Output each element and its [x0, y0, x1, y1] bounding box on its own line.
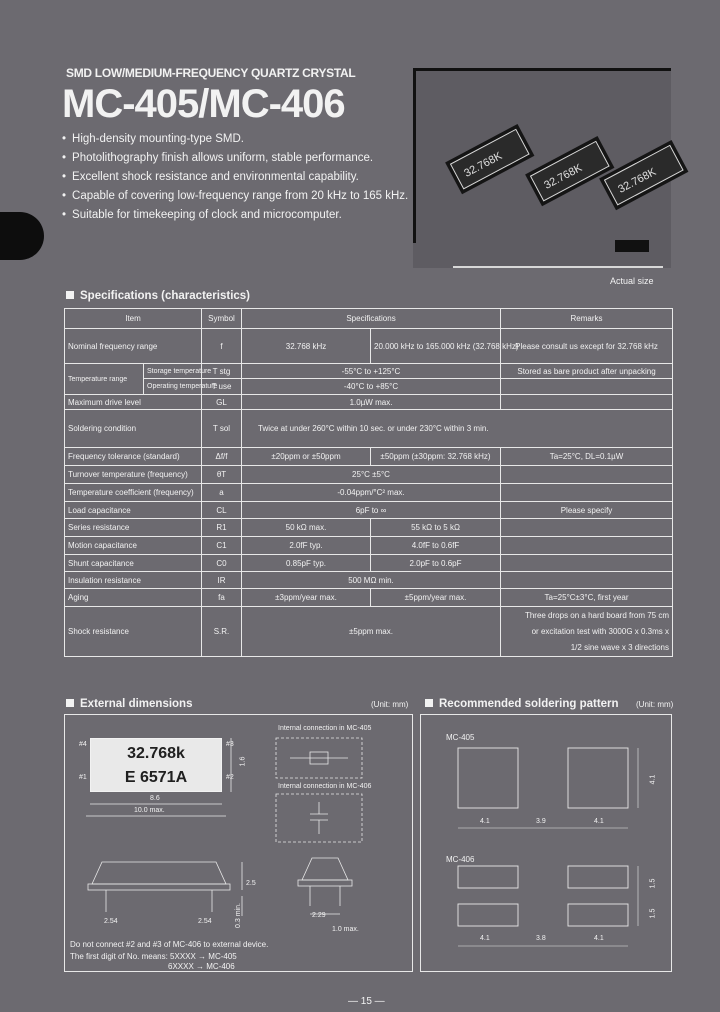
column-header-remarks: Remarks: [501, 309, 673, 329]
note-line: 6XXXX → MC-406: [168, 962, 235, 971]
feature-item: • Photolithography finish allows uniform, stable performance.: [62, 149, 408, 168]
row-item: Motion capacitance: [65, 537, 202, 555]
row-symbol: GL: [202, 395, 242, 410]
column-header-item: Item: [65, 309, 202, 329]
note-line: The first digit of No. means: 5XXXX → MC-405: [70, 952, 237, 961]
page-number: — 15 —: [348, 996, 385, 1007]
row-item: Frequency tolerance (standard): [65, 448, 202, 466]
remarks-line: or excitation test with 3000G x 0.3ms x: [531, 626, 670, 636]
row-item: Insulation resistance: [65, 572, 202, 589]
row-spec: Twice at under 260°C within 10 sec. or under 230°C within 3 min.: [242, 410, 673, 448]
row-spec: ±5ppm/year max.: [371, 589, 501, 607]
row-spec: ±5ppm max.: [242, 607, 501, 657]
column-header-specifications: Specifications: [242, 309, 501, 329]
row-symbol: T sol: [202, 410, 242, 448]
mc406-pad: [568, 904, 628, 926]
row-spec: -40°C to +85°C: [242, 379, 501, 395]
row-symbol: T stg: [202, 364, 242, 379]
table-row: [65, 519, 673, 537]
row-symbol: θT: [202, 466, 242, 484]
row-symbol: Δf/f: [202, 448, 242, 466]
mc406-pad: [458, 904, 518, 926]
document-title: MC-405/MC-406: [62, 82, 345, 126]
table-row: [65, 379, 673, 395]
row-remarks: Stored as bare product after unpacking: [501, 364, 673, 379]
row-spec: 500 MΩ min.: [242, 572, 501, 589]
document-subtitle: SMD LOW/MEDIUM-FREQUENCY QUARTZ CRYSTAL: [66, 66, 356, 80]
note-line: Do not connect #2 and #3 of MC-406 to external device.: [70, 940, 269, 949]
dimension-pad-width: 4.1: [594, 935, 604, 942]
dimension-width-outer: 10.0 max.: [134, 807, 165, 814]
feature-item: • Excellent shock resistance and environmental capability.: [62, 168, 408, 187]
actual-size-sample: [615, 240, 649, 252]
row-spec: 4.0fF to 0.6fF: [371, 537, 501, 555]
table-row: [65, 448, 673, 466]
internal-connection-406-label: Internal connection in MC-406: [278, 783, 372, 790]
internal-connection-405-label: Internal connection in MC-405: [278, 725, 372, 732]
row-remarks: [501, 395, 673, 410]
row-spec: 32.768 kHz: [242, 329, 371, 364]
remarks-line: Three drops on a hard board from 75 cm: [524, 610, 670, 620]
row-item: Temperature range: [65, 364, 144, 395]
feature-list: [62, 130, 408, 225]
chip-label: 32.768K: [462, 149, 505, 180]
table-row: [65, 329, 673, 364]
row-spec: 2.0pF to 0.6pF: [371, 555, 501, 572]
row-remarks: [501, 484, 673, 502]
external-dimensions-unit: (Unit: mm): [371, 700, 409, 709]
row-spec: ±20ppm or ±50ppm: [242, 448, 371, 466]
row-symbol: S.R.: [202, 607, 242, 657]
dimension-lead2: 2.54: [198, 918, 212, 925]
mc406-pad: [568, 866, 628, 888]
row-item: Load capacitance: [65, 502, 202, 519]
row-item: Aging: [65, 589, 202, 607]
dimension-pad-height: 1.5: [649, 878, 657, 889]
row-spec: 55 kΩ to 5 kΩ: [371, 519, 501, 537]
row-symbol: fa: [202, 589, 242, 607]
pin-label: #2: [226, 774, 234, 781]
row-spec: 1.0µW max.: [242, 395, 501, 410]
row-remarks: Please specify: [501, 502, 673, 519]
mc405-label: MC-405: [446, 733, 475, 742]
pin-label: #1: [79, 774, 87, 781]
dimension-pitch: 2.29: [312, 912, 326, 919]
table-row: [65, 607, 673, 657]
row-remarks: [501, 572, 673, 589]
row-item: Temperature coefficient (frequency): [65, 484, 202, 502]
row-item: Turnover temperature (frequency): [65, 466, 202, 484]
row-symbol: T use: [202, 379, 242, 395]
column-header-symbol: Symbol: [202, 309, 242, 329]
dimension-height: 1.6: [239, 756, 247, 767]
table-row: [65, 589, 673, 607]
table-row: [65, 466, 673, 484]
row-remarks: [501, 555, 673, 572]
feature-item: • High-density mounting-type SMD.: [62, 130, 408, 149]
mc405-pad: [458, 748, 518, 808]
soldering-pattern-heading: Recommended soldering pattern: [425, 698, 619, 710]
row-item: Shock resistance: [65, 607, 202, 657]
row-remarks: Ta=25°C, DL=0.1µW: [501, 448, 673, 466]
mc406-label: MC-406: [446, 855, 475, 864]
dimension-pad-gap: 3.9: [536, 818, 546, 825]
mc406-pad: [458, 866, 518, 888]
row-spec: -55°C to +125°C: [242, 364, 501, 379]
row-remarks: Please consult us except for 32.768 kHz: [501, 329, 673, 364]
table-row: [65, 484, 673, 502]
row-spec: 6pF to ∞: [242, 502, 501, 519]
table-row: [65, 502, 673, 519]
dimension-lead1: 2.54: [104, 918, 118, 925]
dimension-side-width: 1.0 max.: [332, 926, 359, 933]
row-item: Shunt capacitance: [65, 555, 202, 572]
chip-label: 32.768K: [542, 161, 585, 192]
table-row: [65, 364, 673, 379]
row-remarks: [501, 379, 673, 395]
dimension-pad-height: 4.1: [649, 774, 657, 785]
table-row: [65, 410, 673, 448]
section-tab-marker: [0, 212, 44, 260]
row-symbol: CL: [202, 502, 242, 519]
dimension-drawings: [66, 716, 411, 970]
row-spec: ±3ppm/year max.: [242, 589, 371, 607]
row-spec: 20.000 kHz to 165.000 kHz (32.768 kHz): [371, 329, 501, 364]
row-remarks: [501, 519, 673, 537]
row-symbol: a: [202, 484, 242, 502]
mc405-pad: [568, 748, 628, 808]
dimension-thickness: 2.5: [246, 880, 256, 887]
pin-label: #3: [226, 741, 234, 748]
row-item: Nominal frequency range: [65, 329, 202, 364]
table-row: [65, 572, 673, 589]
table-row: [65, 555, 673, 572]
external-dimensions-heading: External dimensions: [66, 698, 192, 710]
dimension-pad-width: 4.1: [480, 935, 490, 942]
dimension-pad-width: 4.1: [594, 818, 604, 825]
row-subitem: Operating temperature: [144, 379, 202, 395]
marking-lot: E 6571A: [124, 769, 188, 786]
row-subitem: Storage temperature: [144, 364, 202, 379]
dimension-pad-width: 4.1: [480, 818, 490, 825]
row-spec: -0.04ppm/°C² max.: [242, 484, 501, 502]
row-spec: 25°C ±5°C: [242, 466, 501, 484]
row-symbol: f: [202, 329, 242, 364]
row-item: Series resistance: [65, 519, 202, 537]
row-symbol: C1: [202, 537, 242, 555]
row-remarks: [501, 607, 673, 657]
row-item: Maximum drive level: [65, 395, 202, 410]
specifications-table: [64, 308, 673, 657]
chip-label: 32.768K: [616, 165, 659, 196]
product-photo: [413, 68, 671, 268]
row-spec: ±50ppm (±30ppm: 32.768 kHz): [371, 448, 501, 466]
marking-frequency: 32.768k: [127, 745, 185, 762]
actual-size-caption: Actual size: [610, 276, 654, 286]
row-item: Soldering condition: [65, 410, 202, 448]
table-row: [65, 395, 673, 410]
pin-label: #4: [79, 741, 87, 748]
row-spec: 0.85pF typ.: [242, 555, 371, 572]
row-remarks: [501, 537, 673, 555]
dimension-width-inner: 8.6: [150, 795, 160, 802]
table-header-row: [65, 309, 673, 329]
dimension-pad-gap: 3.8: [536, 935, 546, 942]
soldering-pattern-unit: (Unit: mm): [636, 700, 674, 709]
row-symbol: C0: [202, 555, 242, 572]
specifications-heading: Specifications (characteristics): [66, 290, 250, 302]
row-spec: 50 kΩ max.: [242, 519, 371, 537]
row-symbol: IR: [202, 572, 242, 589]
remarks-line: 1/2 sine wave x 3 directions: [570, 642, 670, 652]
feature-item: • Suitable for timekeeping of clock and microcomputer.: [62, 206, 408, 225]
row-symbol: R1: [202, 519, 242, 537]
dimension-lead-height: 0.3 min.: [234, 903, 242, 928]
row-remarks: Ta=25°C±3°C, first year: [501, 589, 673, 607]
dimension-pad-height: 1.5: [649, 908, 657, 919]
feature-item: • Capable of covering low-frequency range from 20 kHz to 165 kHz.: [62, 187, 408, 206]
row-spec: 2.0fF typ.: [242, 537, 371, 555]
soldering-pattern-drawings: [422, 716, 670, 970]
table-row: [65, 537, 673, 555]
row-remarks: [501, 466, 673, 484]
